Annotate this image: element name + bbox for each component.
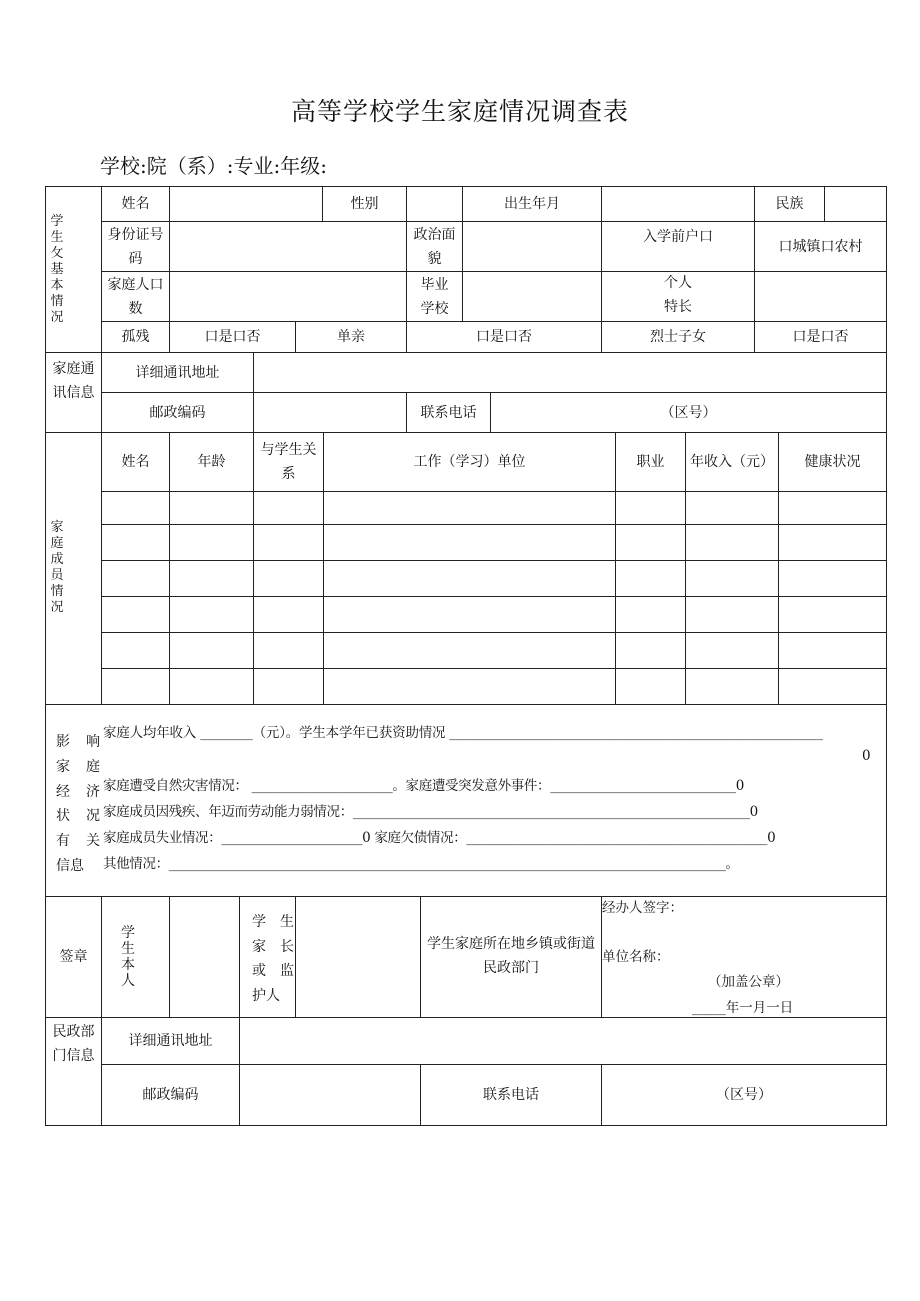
label-ethnic: 民族 xyxy=(775,196,804,212)
label-comm-postal: 邮政编码 xyxy=(149,404,206,421)
label-political xyxy=(407,222,462,271)
label-hukou: 入学前户口 xyxy=(643,229,713,245)
label-line: 家庭人口 xyxy=(107,276,164,293)
section-char: 状 xyxy=(56,808,70,825)
section-line: 家庭通 xyxy=(52,361,95,377)
section-char: 庭 xyxy=(50,536,64,551)
section-char: 成 xyxy=(50,552,64,567)
field-comm-phone-area[interactable]: （区号） xyxy=(660,404,717,421)
section-char: 家 xyxy=(50,520,64,535)
label-line: 数 xyxy=(128,300,143,317)
label-char: 生 xyxy=(280,914,294,930)
field-birth[interactable] xyxy=(602,187,754,221)
field-name[interactable] xyxy=(170,187,322,221)
member-row[interactable] xyxy=(102,633,886,668)
col-header-relation xyxy=(254,433,323,491)
member-row[interactable] xyxy=(102,597,886,632)
field-graduated-school[interactable] xyxy=(463,272,601,321)
label-civil-phone: 联系电话 xyxy=(483,1087,539,1103)
section-label-civil-affairs xyxy=(46,1018,101,1070)
section-char: 庭 xyxy=(86,758,100,775)
hukou-options[interactable]: 口城镇口农村 xyxy=(778,238,863,255)
section-line: 讯信息 xyxy=(52,385,95,401)
label-household xyxy=(102,272,169,321)
section-char: 有 xyxy=(56,833,70,850)
label-guardian xyxy=(252,910,294,1008)
field-civil-phone-area[interactable]: （区号） xyxy=(716,1087,772,1103)
form-subtitle: 学校:院（系）:专业:年级: xyxy=(100,154,327,178)
label-student-self xyxy=(102,897,154,1017)
section-char: 关 xyxy=(86,833,100,850)
section-char: 况 xyxy=(86,808,100,825)
field-comm-postal[interactable] xyxy=(254,393,406,432)
label-char: 学 xyxy=(252,914,266,930)
field-civil-address[interactable] xyxy=(240,1018,886,1064)
field-idcard[interactable] xyxy=(170,222,406,271)
section-label-student-basic xyxy=(46,187,68,352)
section-char: 员 xyxy=(50,568,64,583)
section-line: 门信息 xyxy=(52,1048,95,1064)
field-household[interactable] xyxy=(170,272,406,321)
label-line: 身份证号 xyxy=(107,226,164,243)
econ-line-income-aid-end: 0 xyxy=(862,748,871,764)
section-char: 学 xyxy=(50,213,64,229)
member-row[interactable] xyxy=(102,492,886,524)
label-char: 学 xyxy=(121,925,135,941)
section-char: 影 xyxy=(56,734,70,750)
label-talent xyxy=(602,270,754,319)
label-line: 政治面 xyxy=(413,226,456,243)
section-char: 情 xyxy=(50,293,64,309)
label-line: 学生家庭所在地乡镇或街道 xyxy=(427,936,595,952)
section-char: 响 xyxy=(86,734,100,750)
orphan-options[interactable]: 口是口否 xyxy=(204,329,261,345)
member-row[interactable] xyxy=(102,561,886,596)
label-unit-name: 单位名称： xyxy=(602,949,670,965)
field-student-signature[interactable] xyxy=(170,897,239,1017)
section-label-economy xyxy=(56,730,100,879)
signature-date[interactable]: _____年一月一日 xyxy=(692,1000,794,1016)
section-char: 家 xyxy=(56,758,70,775)
field-political[interactable] xyxy=(463,222,601,271)
label-orphan: 孤残 xyxy=(121,329,150,345)
label-line: 特长 xyxy=(664,298,692,315)
col-header-annual-income: 年收入（元） xyxy=(690,454,774,470)
section-char: 况 xyxy=(50,600,64,615)
section-char: 信息 xyxy=(56,857,84,874)
label-char: 护人 xyxy=(252,987,280,1004)
label-name: 姓名 xyxy=(121,196,150,212)
member-row[interactable] xyxy=(102,669,886,704)
section-char: 情 xyxy=(50,584,64,599)
label-civil-affairs-dept xyxy=(421,930,601,982)
label-char: 人 xyxy=(121,973,135,989)
col-header-age: 年龄 xyxy=(197,454,226,470)
econ-line-disaster[interactable]: 家庭遭受自然灾害情况： ______________________。家庭遭受突发意外事件：_____________________________0 xyxy=(103,778,745,794)
econ-line-disability[interactable]: 家庭成员因残疾、年迈而劳动能力弱情况：______________________________________________________________0 xyxy=(103,804,758,820)
header-line: 与学生关 xyxy=(260,442,317,458)
label-char: 生 xyxy=(121,941,135,957)
martyr-child-options[interactable]: 口是口否 xyxy=(792,329,849,345)
label-line: 毕业 xyxy=(420,276,449,293)
field-comm-address[interactable] xyxy=(254,353,886,392)
section-label-signature: 签章 xyxy=(59,949,88,965)
field-talent[interactable] xyxy=(755,272,886,321)
field-guardian-signature[interactable] xyxy=(296,897,420,1017)
page-title: 高等学校学生家庭情况调查表 xyxy=(290,97,629,126)
section-char: 攵 xyxy=(50,245,64,261)
section-label-family-members xyxy=(46,518,68,618)
section-label-family-comm xyxy=(46,353,101,409)
section-char: 本 xyxy=(50,277,64,293)
econ-line-other[interactable]: 其他情况：_______________________________________________________________________________________。 xyxy=(103,856,739,872)
section-char: 生 xyxy=(50,229,64,245)
label-line: 个人 xyxy=(664,274,692,291)
field-ethnic[interactable] xyxy=(825,187,886,221)
col-header-name: 姓名 xyxy=(121,454,150,470)
label-civil-address: 详细通讯地址 xyxy=(128,1033,213,1049)
field-civil-postal[interactable] xyxy=(240,1065,420,1125)
section-char: 济 xyxy=(86,783,100,800)
label-line: 学校 xyxy=(420,300,449,317)
label-gender: 性别 xyxy=(350,196,379,212)
label-char: 家 xyxy=(252,938,266,955)
member-row[interactable] xyxy=(102,525,886,560)
col-header-occupation: 职业 xyxy=(636,454,665,470)
label-civil-postal: 邮政编码 xyxy=(142,1087,199,1103)
label-char: 或 xyxy=(252,963,266,979)
label-line: 貌 xyxy=(427,250,442,267)
header-line: 系 xyxy=(281,466,296,482)
section-char: 况 xyxy=(50,309,64,325)
econ-line-income-aid[interactable]: 家庭人均年收入 ________（元）。学生本学年已获资助情况 _________________________________________________________ xyxy=(103,725,823,741)
section-char: 经 xyxy=(56,783,70,800)
section-char: 基 xyxy=(50,261,64,277)
label-birth: 出生年月 xyxy=(504,196,560,212)
label-comm-phone: 联系电话 xyxy=(420,404,477,421)
col-header-work-unit: 工作（学习）单位 xyxy=(413,454,526,470)
label-char: 长 xyxy=(280,938,294,955)
econ-line-unemployment-debt[interactable]: 家庭成员失业情况：______________________0 家庭欠债情况：_______________________________________________0 xyxy=(103,830,776,846)
label-line: 码 xyxy=(128,250,143,267)
col-header-health: 健康状况 xyxy=(804,454,861,470)
label-martyr-child: 烈士子女 xyxy=(650,329,706,345)
label-char: 本 xyxy=(121,957,135,973)
section-line: 民政部 xyxy=(52,1024,95,1040)
label-char: 监 xyxy=(280,963,294,979)
single-parent-options[interactable]: 口是口否 xyxy=(476,329,532,345)
label-line: 民政部门 xyxy=(483,960,539,976)
label-comm-address: 详细通讯地址 xyxy=(135,364,220,381)
official-stamp-note: （加盖公章） xyxy=(708,974,789,990)
label-graduated-school xyxy=(407,272,462,321)
label-idcard xyxy=(102,222,169,271)
field-gender[interactable] xyxy=(407,187,462,221)
label-single-parent: 单亲 xyxy=(337,329,365,345)
label-operator-signature: 经办人签字： xyxy=(602,900,683,916)
